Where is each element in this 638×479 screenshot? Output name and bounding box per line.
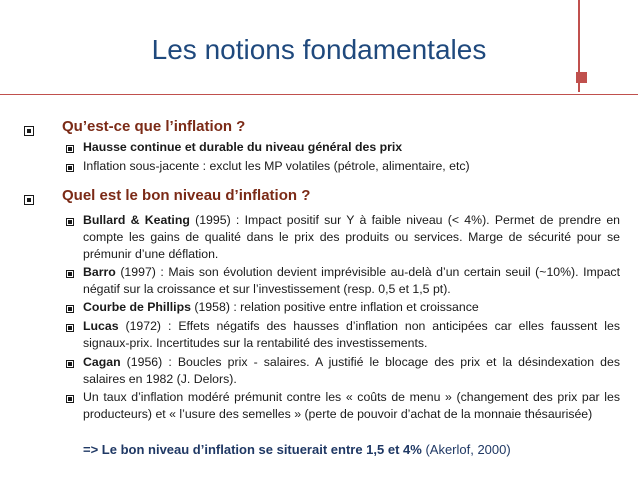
item-text: (1956) : Boucles prix - salaires. A justifié le blocage des prix et la désindexation des salaires en 1982 (J. Delors). (83, 355, 620, 386)
item-text: (1958) : relation positive entre inflation et croissance (190, 300, 479, 314)
decor-horizontal-line (0, 94, 638, 95)
section2-item (83, 264, 620, 298)
section1-item: Hausse continue et durable du niveau général des prix (83, 140, 403, 154)
decor-square (576, 72, 587, 83)
author-name: Cagan (83, 355, 121, 369)
item-text: (1995) : Impact positif sur Y à faible niveau (< 4%). Permet de prendre en compte les gains de qualité dans le prix des produits ou services. Marge de sécurité pour se prémunir d’une déflation. (83, 213, 620, 261)
section2-item (83, 299, 620, 316)
conclusion (83, 442, 511, 457)
checkbox-bullet-icon (66, 164, 74, 172)
checkbox-bullet-icon (66, 360, 74, 368)
conclusion-bold: => Le bon niveau d’inflation se situerait entre 1,5 et 4% (83, 442, 422, 457)
checkbox-bullet-icon (66, 305, 74, 313)
author-name: Bullard & Keating (83, 213, 190, 227)
section2-item (83, 318, 620, 352)
section2-heading: Quel est le bon niveau d’inflation ? (62, 187, 311, 204)
section2-item: Un taux d’inflation modéré prémunit contre les « coûts de menu » (changement des prix par les producteurs) et « l’usure des semelles » (perte de pouvoir d’achat de la monnaie thésaurisée) (83, 390, 620, 421)
conclusion-source: (Akerlof, 2000) (421, 442, 511, 457)
author-name: Barro (83, 265, 116, 279)
item-text: (1997) : Mais son évolution devient imprévisible au-delà d’un certain seuil (~10%). Impact négatif sur la croissance et sur l’investissement (resp. 0,5 et 1,5 pt). (83, 265, 620, 296)
checkbox-bullet-icon (24, 126, 34, 136)
item-text: (1972) : Effets négatifs des hausses d’inflation non anticipées car elles faussent les signaux-prix. Incertitudes sur la rentabilité des investissements. (83, 319, 620, 350)
section1-item: Inflation sous-jacente : exclut les MP volatiles (pétrole, alimentaire, etc) (83, 159, 470, 173)
checkbox-bullet-icon (66, 145, 74, 153)
section2-item (83, 354, 620, 388)
slide-title: Les notions fondamentales (151, 34, 487, 65)
author-name: Lucas (83, 319, 119, 333)
checkbox-bullet-icon (24, 195, 34, 205)
checkbox-bullet-icon (66, 395, 74, 403)
checkbox-bullet-icon (66, 270, 74, 278)
author-name: Courbe de Phillips (83, 300, 191, 314)
checkbox-bullet-icon (66, 324, 74, 332)
section2-item (83, 212, 620, 263)
checkbox-bullet-icon (66, 218, 74, 226)
section1-heading: Qu’est-ce que l’inflation ? (62, 118, 246, 135)
